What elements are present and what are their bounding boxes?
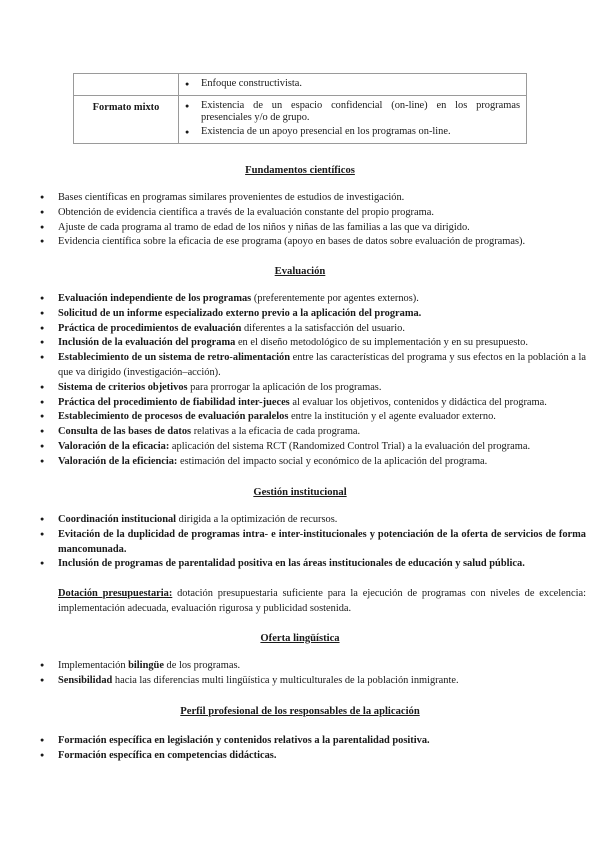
section-heading-gestion: Gestión institucional [253,487,347,498]
item-text: aplicación del sistema RCT (Randomized Control Trial) a la evaluación del programa. [169,440,531,452]
list-item [40,749,586,764]
table-row [74,96,527,144]
item-text: dirigida a la optimización de recursos. [176,514,338,525]
evaluacion-list [40,292,586,470]
list-item [40,322,586,337]
list-item [40,396,586,411]
item-bold: Evitación de la duplicidad de programas intra- e inter-institucionales y potenciación de la oferta de servicios de forma mancomunada. [58,528,586,555]
list-item: ● Obtención de evidencia científica a través de la evaluación constante del propio programa. [40,206,586,221]
item-bold: Formación específica en competencias didácticas. [58,749,277,761]
list-item [40,336,586,351]
item-bold: Establecimiento de un sistema de retro-alimentación [58,352,291,364]
format-table [73,73,527,144]
list-item [40,513,586,528]
item-text: entre las características del programa y sus efectos en la población a la que va dirigido (investigación–acción). [58,352,587,378]
item-bold: Práctica de procedimientos de evaluación [58,322,242,334]
item-text: al evaluar los objetivos, contenidos y didáctica del programa. [289,396,547,408]
section-heading-fundamentos: Fundamentos científicos [245,165,355,176]
list-item [40,455,586,470]
item-text: relativas a la eficacia de cada programa. [191,426,361,438]
item-text: en el diseño metodológico de su implementación y en su presupuesto. [235,337,528,349]
list-item [40,440,586,455]
list-item [40,528,586,558]
item-bold: Sensibilidad [58,674,113,686]
section-heading-oferta: Oferta lingüística [260,633,340,644]
list-item [40,381,586,396]
dotacion-text: dotación presupuestaria suficiente para la ejecución de programas con niveles de excelencia: implementación adecuada, evaluación rigurosa y publicidad sostenida. [58,588,586,614]
table-row [74,74,527,96]
item-bold: Inclusión de programas de parentalidad positiva en las áreas institucionales de educación y salud pública. [58,558,525,570]
list-item [40,425,586,440]
dotacion-label: Dotación presupuestaria: [58,588,173,599]
list-item [40,351,586,381]
list-item: ● Existencia de un apoyo presencial en los programas on-line. [185,126,520,138]
table-row-content [179,96,527,144]
list-item: ● Bases científicas en programas similares provenientes de estudios de investigación. [40,191,586,206]
item-bold: bilingüe [128,660,164,671]
item-text: diferentes a la satisfacción del usuario. [241,322,405,334]
list-item [40,410,586,425]
dotacion-paragraph [58,587,586,617]
item-bold: Solicitud de un informe especializado externo previo a la aplicación del programa. [58,307,422,319]
item-text: (preferentemente por agentes externos). [251,293,419,304]
item-text: entre la institución y el agente evaluador externo. [288,411,496,423]
list-item [40,734,586,749]
item-text: de los programas. [163,660,241,671]
item-bold: Formación específica en legislación y contenidos relativos a la parentalidad positiva. [58,735,430,746]
table-row-content [179,74,527,96]
item-text: Implementación [58,660,129,671]
list-item [40,674,586,689]
list-item [40,307,586,322]
oferta-list [40,659,586,689]
list-item: ● Enfoque constructivista. [185,78,520,90]
section-heading-evaluacion: Evaluación [274,266,326,277]
list-item [40,292,586,307]
list-item [40,659,586,674]
list-item: ● Ajuste de cada programa al tramo de edad de los niños y niñas de las familias a las que va dirigido. [40,221,586,236]
item-bold: Sistema de criterios objetivos [58,381,188,393]
gestion-list [40,513,586,572]
item-bold: Coordinación institucional [58,514,177,525]
list-item [40,557,586,572]
fundamentos-list [40,191,586,250]
item-text: hacia las diferencias multi lingüística y multiculturales de la población inmigrante. [112,674,459,686]
item-bold: Valoración de la eficacia: [58,440,170,452]
item-bold: Establecimiento de procesos de evaluación paralelos [58,411,289,423]
item-bold: Consulta de las bases de datos [58,426,192,438]
item-text: estimación del impacto social y económico de la aplicación del programa. [177,455,488,467]
table-row-label: Formato mixto [74,96,179,144]
item-text: para prorrogar la aplicación de los programas. [187,381,382,393]
item-bold: Valoración de la eficiencia: [58,455,178,467]
table-row-label [74,74,179,96]
item-bold: Práctica del procedimiento de fiabilidad inter-jueces [58,396,290,408]
perfil-list [40,734,586,764]
list-item: ● Existencia de un espacio confidencial (on-line) en los programas presenciales y/o de grupo. [185,100,520,124]
item-bold: Inclusión de la evaluación del programa [58,337,236,349]
section-heading-perfil: Perfil profesional de los responsables de la aplicación [180,706,420,717]
list-item: ● Evidencia científica sobre la eficacia de ese programa (apoyo en bases de datos sobre evaluación de programas). [40,235,586,250]
item-bold: Evaluación independiente de los programas [58,293,252,304]
